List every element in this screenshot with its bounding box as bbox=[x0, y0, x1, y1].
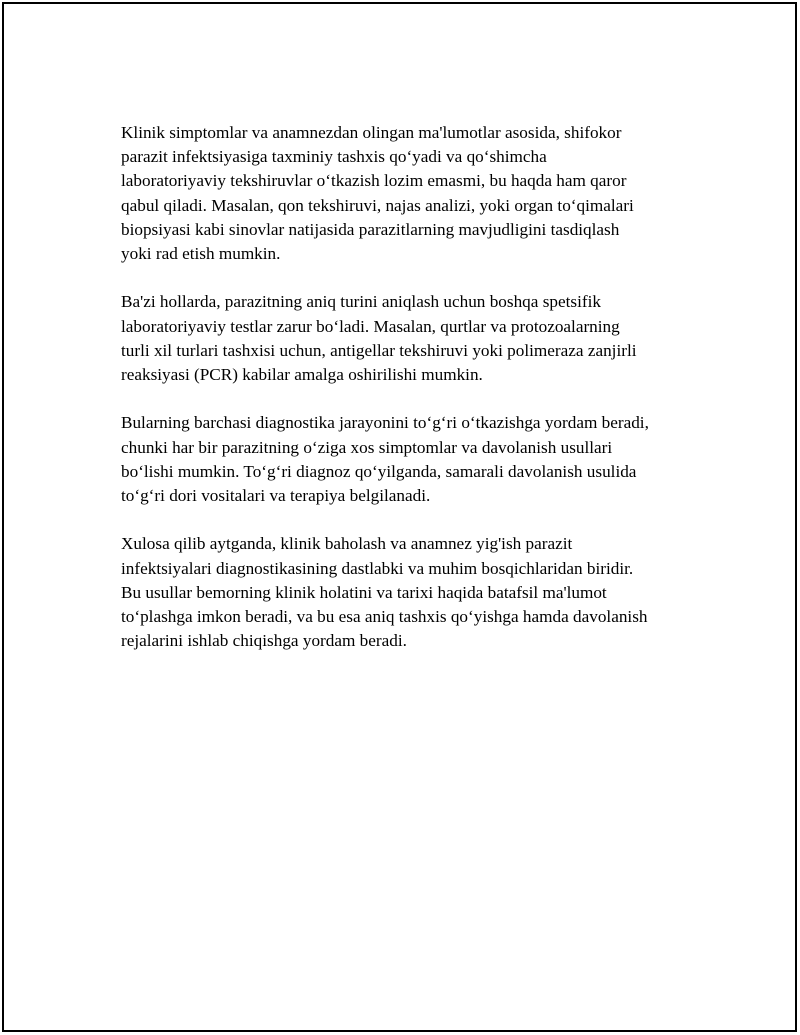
paragraph: Ba'zi hollarda, parazitning aniq turini aniqlash uchun boshqa spetsifik laboratoriyaviy testlar zarur bo‘ladi. Masalan, qurtlar va protozoalarning turli xil turlari tashxisi uchun, antigellar tekshiruvi yoki polimeraza zanjirli reaksiyasi (PCR) kabilar amalga oshirilishi mumkin. bbox=[121, 292, 637, 385]
page-frame bbox=[2, 2, 797, 1032]
paragraph: Xulosa qilib aytganda, klinik baholash va anamnez yig'ish parazit infektsiyalari diagnostikasining dastlabki va muhim bosqichlaridan biridir. Bu usullar bemorning klinik holatini va tarixi haqida batafsil ma'lumot to‘plashga imkon beradi, va bu esa aniq tashxis qo‘yishga hamda davolanish rejalarini ishlab chiqishga yordam beradi. bbox=[121, 534, 648, 651]
document-body bbox=[121, 121, 701, 678]
paragraph: Bularning barchasi diagnostika jarayonini to‘g‘ri o‘tkazishga yordam beradi, chunki har bir parazitning o‘ziga xos simptomlar va davolanish usullari bo‘lishi mumkin. To‘g‘ri diagnoz qo‘yilganda, samarali davolanish usulida to‘g‘ri dori vositalari va terapiya belgilanadi. bbox=[121, 413, 649, 506]
paragraph: Klinik simptomlar va anamnezdan olingan ma'lumotlar asosida, shifokor parazit infektsiyasiga taxminiy tashxis qo‘yadi va qo‘shimcha laboratoriyaviy tekshiruvlar o‘tkazish lozim emasmi, bu haqda ham qaror qabul qiladi. Masalan, qon tekshiruvi, najas analizi, yoki organ to‘qimalari biopsiyasi kabi sinovlar natijasida parazitlarning mavjudligini tasdiqlash yoki rad etish mumkin. bbox=[121, 123, 634, 264]
